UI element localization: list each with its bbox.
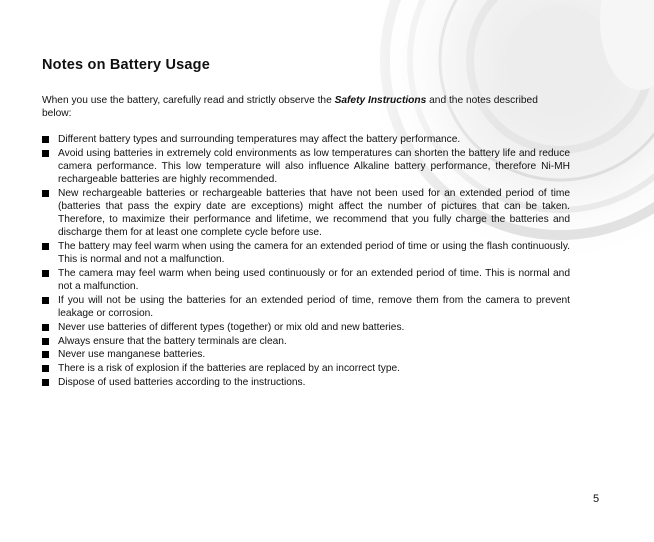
square-bullet-icon [42, 136, 49, 143]
list-item [42, 240, 570, 266]
list-item-text: Never use batteries of different types (together) or mix old and new batteries. [58, 321, 405, 333]
intro-paragraph [42, 94, 570, 120]
list-item-text: Dispose of used batteries according to the instructions. [58, 376, 306, 388]
list-item-text: Different battery types and surrounding temperatures may affect the battery performance. [58, 134, 461, 145]
square-bullet-icon [42, 351, 49, 358]
square-bullet-icon [42, 150, 49, 157]
battery-notes-list [42, 133, 570, 389]
square-bullet-icon [42, 190, 49, 197]
list-item [42, 376, 570, 389]
list-item [42, 362, 570, 375]
page-number: 5 [593, 493, 600, 505]
square-bullet-icon [42, 270, 49, 277]
list-item [42, 321, 570, 334]
list-item-text: Always ensure that the battery terminals are clean. [58, 335, 287, 347]
list-item-text: New rechargeable batteries or rechargeable batteries that have not been used for an extended period of time (batteries that pass the expiry date are exceptions) might affect the number of pictures that can be taken. Therefore, to maximize their performance and lifetime, we recommend that you fully charge the batteries and discharge them for at least one complete cycle before use. [58, 187, 570, 239]
list-item-text: Never use manganese batteries. [58, 349, 206, 361]
intro-text-after: and the notes described below: [42, 95, 538, 120]
square-bullet-icon [42, 365, 49, 372]
list-item [42, 187, 570, 240]
list-item-text: If you will not be using the batteries for an extended period of time, remove them from the camera to prevent leakage or corrosion. [58, 294, 570, 320]
list-item [42, 294, 570, 320]
square-bullet-icon [42, 379, 49, 386]
square-bullet-icon [42, 243, 49, 250]
list-item-text: Avoid using batteries in extremely cold environments as low temperatures can shorten the battery life and reduce camera performance. This low temperature will also influence Alkaline battery performance, therefore Ni-MH rechargeable batteries are highly recommended. [58, 147, 570, 186]
intro-text-before: When you use the battery, carefully read and strictly observe the [42, 95, 335, 106]
safety-instructions-emphasis: Safety Instructions [334, 95, 427, 106]
list-item-text: There is a risk of explosion if the batteries are replaced by an incorrect type. [58, 362, 401, 374]
list-item [42, 348, 570, 361]
list-item-text: The camera may feel warm when being used continuously or for an extended period of time. This is normal and not a malfunction. [58, 268, 570, 293]
square-bullet-icon [42, 297, 49, 304]
square-bullet-icon [42, 324, 49, 331]
list-item [42, 133, 570, 146]
list-item [42, 335, 570, 348]
page-title: Notes on Battery Usage [42, 57, 210, 73]
list-item [42, 147, 570, 187]
square-bullet-icon [42, 338, 49, 345]
list-item-text: The battery may feel warm when using the camera for an extended period of time or using the flash continuously. This is normal and not a malfunction. [58, 241, 570, 266]
list-item [42, 267, 570, 293]
